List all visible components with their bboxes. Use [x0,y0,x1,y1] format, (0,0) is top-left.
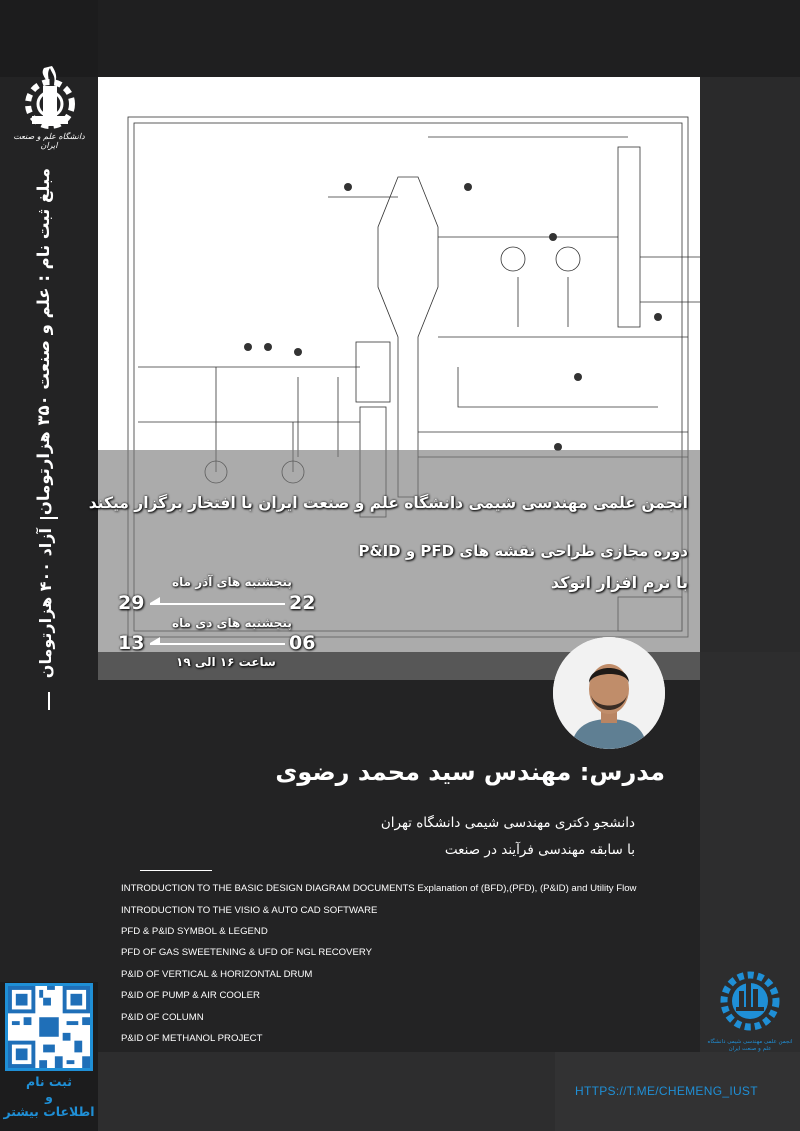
fee-general-text: مبلغ ثبت نام : علم و صنعت ۳۵۰ هزارتومان [34,168,53,516]
course-item: PFD OF GAS SWEETENING & UFD OF NGL RECOVERY [121,947,373,958]
azar-arrow-head [150,597,160,603]
instructor-bio-line1: دانشجو دکتری مهندسی شیمی دانشگاه تهران [380,815,635,831]
azar-end-date: 29 [118,592,145,614]
association-gear-icon [705,965,795,1035]
qr-code-icon [8,986,90,1068]
register-label: ثبت نام [26,1074,72,1089]
association-logo [705,965,795,1055]
and-label: و [45,1089,53,1104]
course-item: INTRODUCTION TO THE VISIO & AUTO CAD SOFTWARE [121,905,378,916]
fee-free-text: آزاد ۴۰۰ هزارتومان [36,528,55,679]
dey-label: پنجشنبه های دی ماه [172,616,292,630]
qr-code[interactable] [5,983,93,1071]
university-name: دانشگاه علم و صنعت ایران [13,132,85,150]
course-item: P&ID OF VERTICAL & HORIZONTAL DRUM [121,969,313,980]
dey-arrow-icon [150,643,285,645]
divider [48,692,50,710]
course-item: P&ID OF METHANOL PROJECT [121,1033,263,1044]
announcement-line1: انجمن علمی مهندسی شیمی دانشگاه علم و صنعت ایران با افتخار برگزار میکند [88,494,688,512]
course-item: P&ID OF COLUMN [121,1012,204,1023]
instructor-portrait-image [553,637,665,749]
top-strip [98,0,800,77]
course-item: INTRODUCTION TO THE BASIC DESIGN DIAGRAM DOCUMENTS Explanation of (BFD),(PFD), (P&ID) and Utility Flow [121,883,637,894]
dey-end-date: 13 [118,632,145,654]
announcement-line2: دوره مجازی طراحی نقشه های PFD و P&ID [358,542,688,560]
azar-label: پنجشنبه های آذر ماه [172,575,292,589]
association-name: انجمن علمی مهندسی شیمی دانشگاه علم و صنعت ایران [707,1039,793,1052]
dey-start-date: 06 [289,632,316,654]
divider [140,870,212,871]
instructor-name: مدرس: مهندس سید محمد رضوی [275,758,665,786]
announcement-line3: با نرم افزار اتوکد [550,573,688,592]
class-time: ساعت ۱۶ الی ۱۹ [176,655,276,669]
azar-start-date: 22 [289,592,316,614]
course-item: P&ID OF PUMP & AIR COOLER [121,990,260,1001]
instructor-bio-line2: با سابقه مهندسی فرآیند در صنعت [444,842,635,858]
course-item: PFD & P&ID SYMBOL & LEGEND [121,926,268,937]
azar-arrow-icon [150,603,285,605]
more-info-label: اطلاعات بیشتر [3,1104,95,1119]
dey-arrow-head [150,637,160,643]
register-info[interactable] [0,1074,98,1119]
instructor-photo [553,637,665,749]
divider [40,517,58,519]
telegram-link[interactable]: HTTPS://T.ME/CHEMENG_IUST [575,1084,758,1098]
